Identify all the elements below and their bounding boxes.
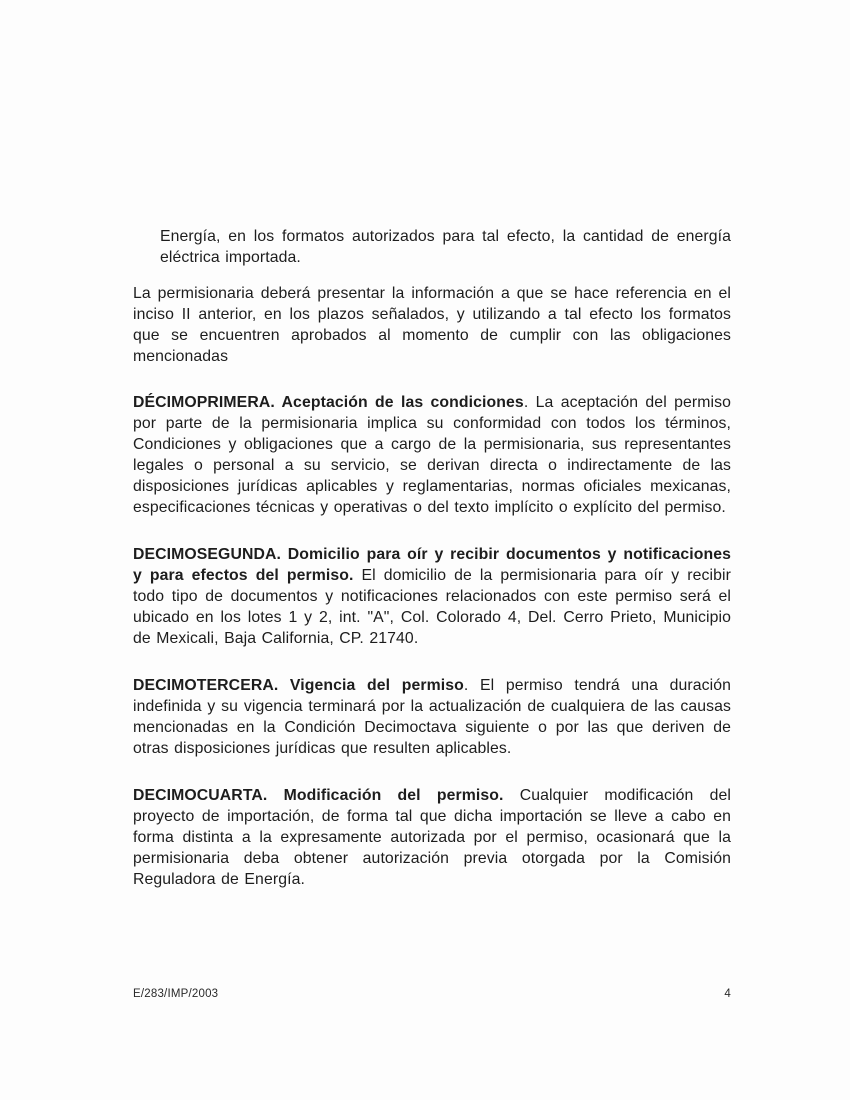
- paragraph-information-presentation: La permisionaria deberá presentar la información a que se hace referencia en el inciso II anterior, en los plazos señalados, y utilizando a tal efecto los formatos que se encuentren aprobados al momento de cumplir con las obligaciones mencionadas: [133, 285, 731, 365]
- clause-decimocuarta-text: Cualquier modificación del proyecto de importación, de forma tal que dicha importación se lleve a cabo en forma distinta a la expresamente autorizada por el permiso, ocasionará que la permisionaria deba obtener autorización previa otorgada por la Comisión Reguladora de Energía.: [133, 787, 731, 888]
- paragraph-imported-energy: Energía, en los formatos autorizados para tal efecto, la cantidad de energía eléctrica importada.: [160, 228, 731, 266]
- clause-decimotercera-text: . El permiso tendrá una duración indefinida y su vigencia terminará por la actualización de cualquiera de las causas mencionadas en la Condición Decimoctava siguiente o por las que deriven de otras disposiciones jurídicas que resulten aplicables.: [133, 677, 731, 757]
- clause-decimosegunda-text: El domicilio de la permisionaria para oír y recibir todo tipo de documentos y notificaciones relacionados con este permiso será el ubicado en los lotes 1 y 2, int. "A", Col. Colorado 4, Del. Cerro Prieto, Municipio de Mexicali, Baja California, CP. 21740.: [133, 567, 731, 647]
- clause-decimotercera: [133, 675, 731, 759]
- clause-decimosegunda-heading: DECIMOSEGUNDA. Domicilio para oír y recibir documentos y notificaciones y para efectos del permiso.: [133, 546, 731, 584]
- page-number: 4: [724, 988, 731, 1000]
- clause-decimoprimera-text: . La aceptación del permiso por parte de la permisionaria implica su conformidad con todos los términos, Condiciones y obligaciones que a cargo de la permisionaria, sus representantes legales o personal a su servicio, se derivan directa o indirectamente de las disposiciones jurídicas aplicables y reglamentarias, normas oficiales mexicanas, especificaciones técnicas y operativas o del texto implícito o explícito del permiso.: [133, 394, 732, 516]
- page-footer: [133, 988, 731, 1000]
- clause-decimoprimera: [133, 392, 731, 518]
- clause-decimoprimera-heading: DÉCIMOPRIMERA. Aceptación de las condiciones: [133, 394, 524, 411]
- clause-decimosegunda: [133, 544, 731, 649]
- document-body: [133, 226, 731, 916]
- clause-decimocuarta-heading: DECIMOCUARTA. Modificación del permiso.: [133, 787, 504, 804]
- clause-decimotercera-heading: DECIMOTERCERA. Vigencia del permiso: [133, 677, 464, 694]
- clause-decimocuarta: [133, 785, 731, 890]
- document-reference: E/283/IMP/2003: [133, 988, 219, 1000]
